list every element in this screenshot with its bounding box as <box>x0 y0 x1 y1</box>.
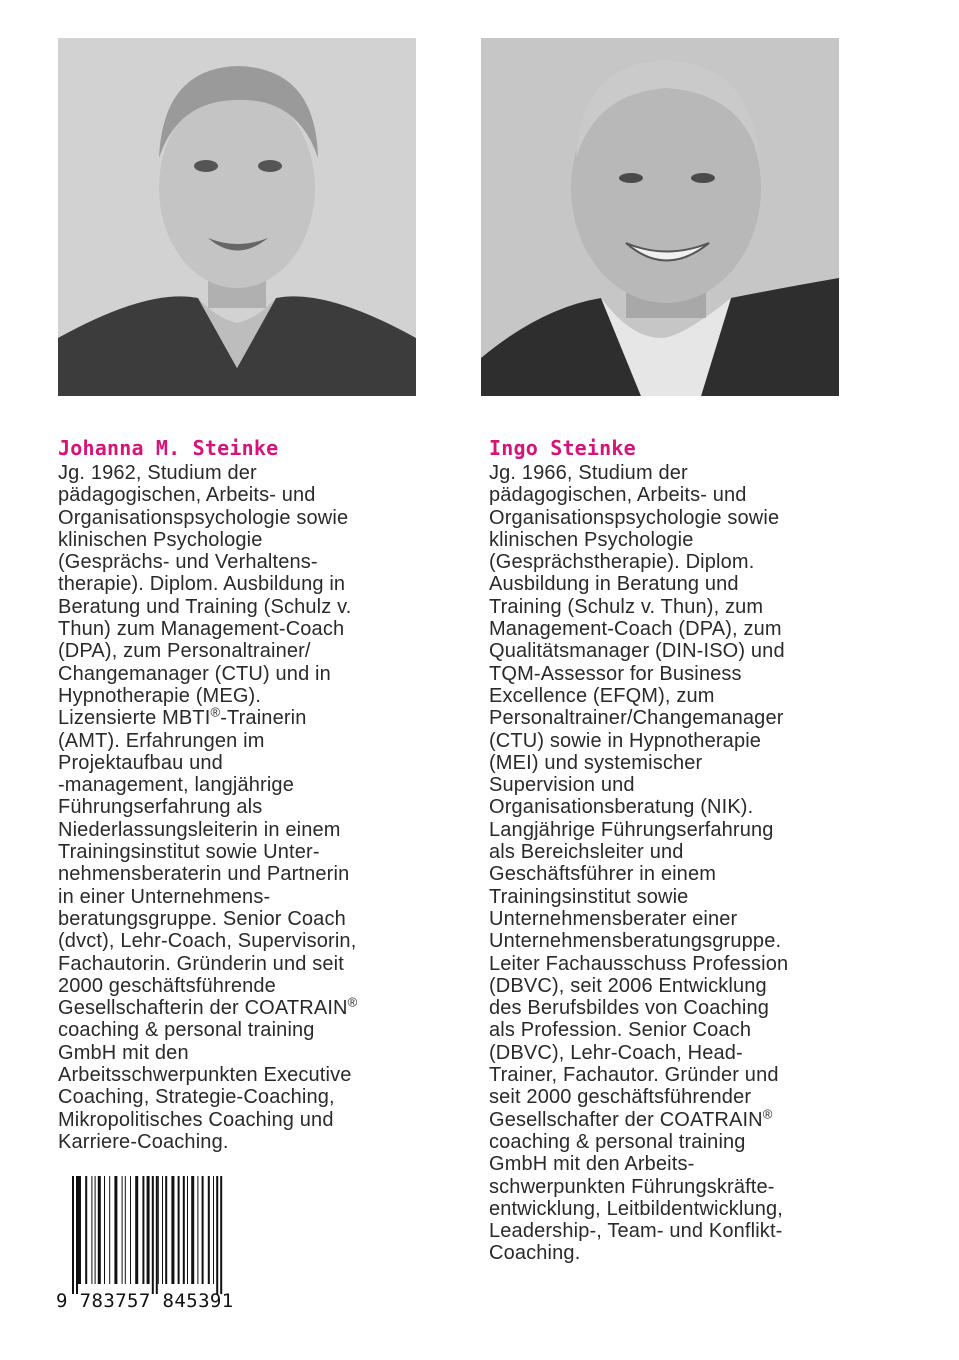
bio-line: -management, langjährige <box>58 774 294 797</box>
barcode-bar <box>122 1176 123 1284</box>
bio-line: Trainingsinstitut sowie <box>489 885 689 908</box>
barcode-bar <box>197 1176 198 1284</box>
bio-line: GmbH mit den <box>58 1041 189 1064</box>
bio-line: Organisationspsychologie sowie <box>489 506 780 529</box>
bio-line: Führungserfahrung als <box>58 796 263 819</box>
barcode-bar <box>158 1176 159 1284</box>
barcode-bar <box>130 1176 131 1284</box>
barcode-bar <box>85 1176 87 1284</box>
bio-line: Trainingsinstitut sowie Unter- <box>58 841 320 864</box>
bio-line: entwicklung, Leitbildentwicklung, <box>489 1197 784 1220</box>
bio-line: Supervision und <box>489 774 635 797</box>
author-bio <box>489 462 861 1265</box>
bio-line: TQM-Assessor for Business <box>489 662 742 685</box>
bio-line: Arbeitsschwerpunkten Executive <box>58 1064 352 1087</box>
author-column-left <box>58 436 430 1153</box>
bio-line: pädagogischen, Arbeits- und <box>58 484 316 507</box>
bio-line: Projektaufbau und <box>58 751 223 774</box>
barcode-bar <box>76 1176 78 1294</box>
barcode-bar <box>91 1176 92 1284</box>
barcode-bar <box>162 1176 163 1284</box>
bio-line: Geschäftsführer in einem <box>489 863 717 886</box>
barcode-bar <box>165 1176 167 1284</box>
bio-line: (DPA), zum Personaltrainer/ <box>58 640 311 663</box>
barcode-bar <box>147 1176 150 1284</box>
bio-line: Unternehmensberater einer <box>489 907 738 930</box>
barcode-bar <box>109 1176 110 1284</box>
barcode-bar <box>125 1176 126 1284</box>
bio-line: Organisationspsychologie sowie <box>58 506 349 529</box>
bio-line: (DBVC), seit 2006 Entwicklung <box>489 974 767 997</box>
barcode-digits: 9 783757 845391 <box>56 1290 234 1312</box>
registered-mark: ® <box>347 994 358 1010</box>
bio-line: Coaching, Strategie-Coaching, <box>58 1086 335 1109</box>
bio-line: 2000 geschäftsführende <box>58 974 276 997</box>
bio-line: als Bereichsleiter und <box>489 841 684 864</box>
barcode-bar <box>152 1176 154 1294</box>
bio-line: (AMT). Erfahrungen im <box>58 729 265 752</box>
bio-line: pädagogischen, Arbeits- und <box>489 484 747 507</box>
barcode-bar <box>213 1176 214 1284</box>
barcode-bar <box>142 1176 144 1284</box>
bio-line: klinischen Psychologie <box>58 528 263 551</box>
bio-line: des Berufsbildes von Coaching <box>489 997 770 1020</box>
barcode-bar <box>98 1176 101 1284</box>
bio-line: Lizensierte MBTI®-Trainerin <box>58 704 307 730</box>
bio-line: Unternehmensberatungsgruppe. <box>489 930 782 953</box>
bio-line: Management-Coach (DPA), zum <box>489 618 782 641</box>
barcode-bar <box>220 1176 222 1294</box>
author-photo-johanna <box>58 38 416 396</box>
barcode-bar <box>114 1176 117 1284</box>
barcode-bar <box>208 1176 210 1284</box>
bio-line: Trainer, Fachautor. Gründer und <box>489 1064 779 1087</box>
bio-line: coaching & personal training <box>489 1130 746 1153</box>
barcode-bar <box>183 1176 185 1284</box>
bio-line: Langjährige Führungserfahrung <box>489 818 774 841</box>
bio-line: Jg. 1962, Studium der <box>58 462 257 484</box>
bio-line: Changemanager (CTU) und in <box>58 662 331 685</box>
barcode-bar <box>202 1176 204 1284</box>
bio-line: (Gesprächs- und Verhaltens- <box>58 551 318 574</box>
bio-line: nehmensberaterin und Partnerin <box>58 863 350 886</box>
bio-line: Thun) zum Management-Coach <box>58 618 345 641</box>
barcode-bar <box>72 1176 74 1294</box>
bio-line: (DBVC), Lehr-Coach, Head- <box>489 1041 743 1064</box>
barcode-bar <box>95 1176 96 1284</box>
bio-line: (MEI) und systemischer <box>489 751 703 774</box>
bio-line: therapie). Diplom. Ausbildung in <box>58 573 346 596</box>
bio-line: Jg. 1966, Studium der <box>489 462 688 484</box>
bio-line: GmbH mit den Arbeits- <box>489 1153 695 1176</box>
registered-mark: ® <box>762 1105 773 1121</box>
author-photo-ingo <box>481 38 839 396</box>
registered-mark: ® <box>210 704 221 720</box>
barcode-bar <box>135 1176 138 1284</box>
bio-line: Leiter Fachausschuss Profession <box>489 952 789 975</box>
author-bio <box>58 462 430 1153</box>
barcode-bar <box>187 1176 188 1284</box>
bio-line: in einer Unternehmens- <box>58 885 271 908</box>
bio-line: coaching & personal training <box>58 1019 315 1042</box>
bio-line: seit 2000 geschäftsführender <box>489 1086 752 1109</box>
author-name: Ingo Steinke <box>489 436 636 460</box>
barcode-bar <box>178 1176 180 1284</box>
bio-line: Hypnotherapie (MEG). <box>58 684 262 707</box>
bio-line: Personaltrainer/Changemanager <box>489 707 784 730</box>
bio-line: beratungsgruppe. Senior Coach <box>58 907 346 930</box>
author-name: Johanna M. Steinke <box>58 436 279 460</box>
bio-line: Gesellschafterin der COATRAIN® <box>58 994 358 1020</box>
bio-line: Organisationsberatung (NIK). <box>489 796 754 819</box>
bio-line: Fachautorin. Gründerin und seit <box>58 952 344 975</box>
bio-line: Beratung und Training (Schulz v. <box>58 595 352 618</box>
barcode-bar <box>191 1176 194 1284</box>
barcode-bar <box>216 1176 218 1294</box>
barcode-bar <box>104 1176 105 1284</box>
bio-line: Niederlassungsleiterin in einem <box>58 818 341 841</box>
barcode-bars <box>72 1176 232 1294</box>
bio-line: (Gesprächstherapie). Diplom. <box>489 551 755 574</box>
bio-line: schwerpunkten Führungskräfte- <box>489 1175 775 1198</box>
bio-line: Mikropolitisches Coaching und <box>58 1108 334 1131</box>
bio-line: Qualitätsmanager (DIN-ISO) und <box>489 640 785 663</box>
bio-line: (CTU) sowie in Hypnotherapie <box>489 729 762 752</box>
bio-line: klinischen Psychologie <box>489 528 694 551</box>
bio-line: Training (Schulz v. Thun), zum <box>489 595 764 618</box>
bio-line: Leadership-, Team- und Konflikt- <box>489 1220 783 1243</box>
bio-line: (dvct), Lehr-Coach, Supervisorin, <box>58 930 357 953</box>
bio-line: Gesellschafter der COATRAIN® <box>489 1105 773 1131</box>
isbn-barcode <box>56 1176 236 1318</box>
barcode-bar <box>156 1176 158 1294</box>
author-column-right <box>489 436 861 1265</box>
bio-line: Ausbildung in Beratung und <box>489 573 739 596</box>
bio-line: Coaching. <box>489 1242 581 1265</box>
barcode-bar <box>78 1176 81 1284</box>
barcode-bar <box>171 1176 174 1284</box>
bio-line: Excellence (EFQM), zum <box>489 684 715 707</box>
bio-line: als Profession. Senior Coach <box>489 1019 752 1042</box>
bio-line: Karriere-Coaching. <box>58 1130 229 1153</box>
